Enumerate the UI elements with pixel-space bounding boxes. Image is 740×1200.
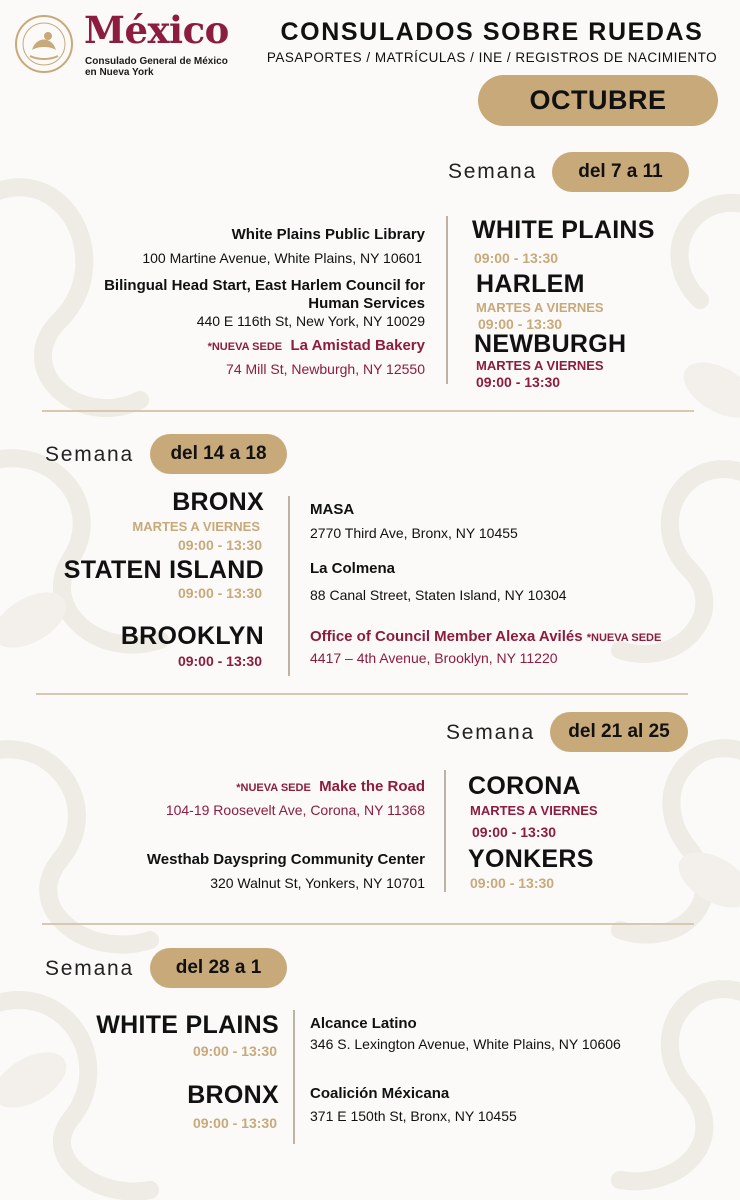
week-4-city-1: WHITE PLAINS <box>96 1011 279 1039</box>
week-4-city-2-time: 09:00 - 13:30 <box>192 1115 277 1131</box>
week-3-venue-1-name <box>236 778 425 795</box>
new-venue-tag: *NUEVA SEDE <box>586 632 662 644</box>
week-1-venue-2-name-line-2: Human Services <box>308 295 425 312</box>
week-2-city-1: BRONX <box>172 488 264 516</box>
week-3-city-2-time: 09:00 - 13:30 <box>470 875 555 891</box>
week-3-city-1: CORONA <box>468 772 581 800</box>
week-2-divider <box>288 496 290 676</box>
week-4-venue-2-address: 371 E 150th St, Bronx, NY 10455 <box>310 1108 517 1124</box>
week-2-label: Semana <box>45 443 135 466</box>
week-1-venue-3-name <box>208 337 425 354</box>
week-1-city-2-days: MARTES A VIERNES <box>476 300 604 315</box>
new-venue-tag: *NUEVA SEDE <box>236 782 311 794</box>
week-4-city-2: BRONX <box>187 1081 279 1109</box>
brand-subtitle-line-2: en Nueva York <box>85 67 154 78</box>
brand-wordmark: México <box>84 8 229 52</box>
week-4-city-1-time: 09:00 - 13:30 <box>192 1043 277 1059</box>
week-4-label: Semana <box>45 957 135 980</box>
week-1-city-2: HARLEM <box>476 270 585 298</box>
week-2-city-2-time: 09:00 - 13:30 <box>177 585 262 601</box>
week-2-venue-1-name: MASA <box>310 501 355 518</box>
week-1-venue-3-name-text: La Amistad Bakery <box>290 337 425 354</box>
week-2-city-1-days: MARTES A VIERNES <box>132 519 260 534</box>
week-2-range-badge: del 14 a 18 <box>150 434 287 474</box>
week-1-venue-3-address: 74 Mill St, Newburgh, NY 12550 <box>226 361 425 377</box>
week-1-city-1-time: 09:00 - 13:30 <box>474 250 559 266</box>
week-2-city-3-time: 09:00 - 13:30 <box>177 653 262 669</box>
week-4-divider <box>293 1010 295 1144</box>
section-divider-2 <box>36 693 688 695</box>
brand-subtitle <box>85 56 245 78</box>
week-3-label: Semana <box>446 721 536 744</box>
week-1-city-2-time: 09:00 - 13:30 <box>478 316 563 332</box>
week-2-city-2: STATEN ISLAND <box>63 556 264 584</box>
week-2-venue-2-name: La Colmena <box>310 560 396 577</box>
week-4-venue-2-name: Coalición Méxicana <box>310 1085 450 1102</box>
week-2-city-3: BROOKLYN <box>120 622 264 650</box>
week-1-city-3-time: 09:00 - 13:30 <box>476 374 561 390</box>
week-1-venue-2-name-line-1: Bilingual Head Start, East Harlem Council for <box>104 277 425 294</box>
week-1-city-1: WHITE PLAINS <box>472 216 655 244</box>
week-2-venue-1-address: 2770 Third Ave, Bronx, NY 10455 <box>310 525 518 541</box>
week-3-divider <box>444 770 446 892</box>
new-venue-tag: *NUEVA SEDE <box>207 341 283 353</box>
week-4-venue-1-address: 346 S. Lexington Avenue, White Plains, NY 10606 <box>310 1036 621 1052</box>
page-subtitle: PASAPORTES / MATRÍCULAS / INE / REGISTROS DE NACIMIENTO <box>266 50 718 65</box>
week-2-venue-3-name-text: Office of Council Member Alexa Avilés <box>310 628 583 645</box>
week-3-range-badge: del 21 al 25 <box>550 712 688 752</box>
week-1-venue-2-address: 440 E 116th St, New York, NY 10029 <box>196 313 425 329</box>
section-divider-3 <box>42 923 694 925</box>
week-1-venue-1-name: White Plains Public Library <box>231 226 425 243</box>
week-4-venue-1-name: Alcance Latino <box>310 1015 417 1032</box>
week-3-city-1-days: MARTES A VIERNES <box>470 803 598 818</box>
brand-subtitle-line-1: Consulado General de México <box>85 56 228 67</box>
week-3-venue-1-name-text: Make the Road <box>319 778 425 795</box>
month-badge: OCTUBRE <box>478 75 718 126</box>
week-1-city-3: NEWBURGH <box>474 330 627 358</box>
page-title: CONSULADOS SOBRE RUEDAS <box>280 18 704 46</box>
week-3-city-1-time: 09:00 - 13:30 <box>472 824 557 840</box>
week-1-city-3-days: MARTES A VIERNES <box>476 358 604 373</box>
week-3-venue-2-name: Westhab Dayspring Community Center <box>146 851 425 868</box>
week-1-venue-1-address: 100 Martine Avenue, White Plains, NY 10601 <box>142 250 422 266</box>
week-1-range-badge: del 7 a 11 <box>552 152 689 192</box>
week-1-divider <box>446 216 448 384</box>
week-4-range-badge: del 28 a 1 <box>150 948 287 988</box>
section-divider-1 <box>42 410 694 412</box>
week-1-label: Semana <box>448 160 538 183</box>
week-3-venue-1-address: 104-19 Roosevelt Ave, Corona, NY 11368 <box>165 802 425 818</box>
week-2-venue-3-name <box>310 628 661 645</box>
week-2-city-1-time: 09:00 - 13:30 <box>177 537 262 553</box>
week-3-city-2: YONKERS <box>468 845 594 873</box>
coat-of-arms-icon <box>14 14 74 74</box>
week-3-venue-2-address: 320 Walnut St, Yonkers, NY 10701 <box>210 875 425 891</box>
week-2-venue-2-address: 88 Canal Street, Staten Island, NY 10304 <box>310 587 567 603</box>
week-2-venue-3-address: 4417 – 4th Avenue, Brooklyn, NY 11220 <box>310 650 558 666</box>
